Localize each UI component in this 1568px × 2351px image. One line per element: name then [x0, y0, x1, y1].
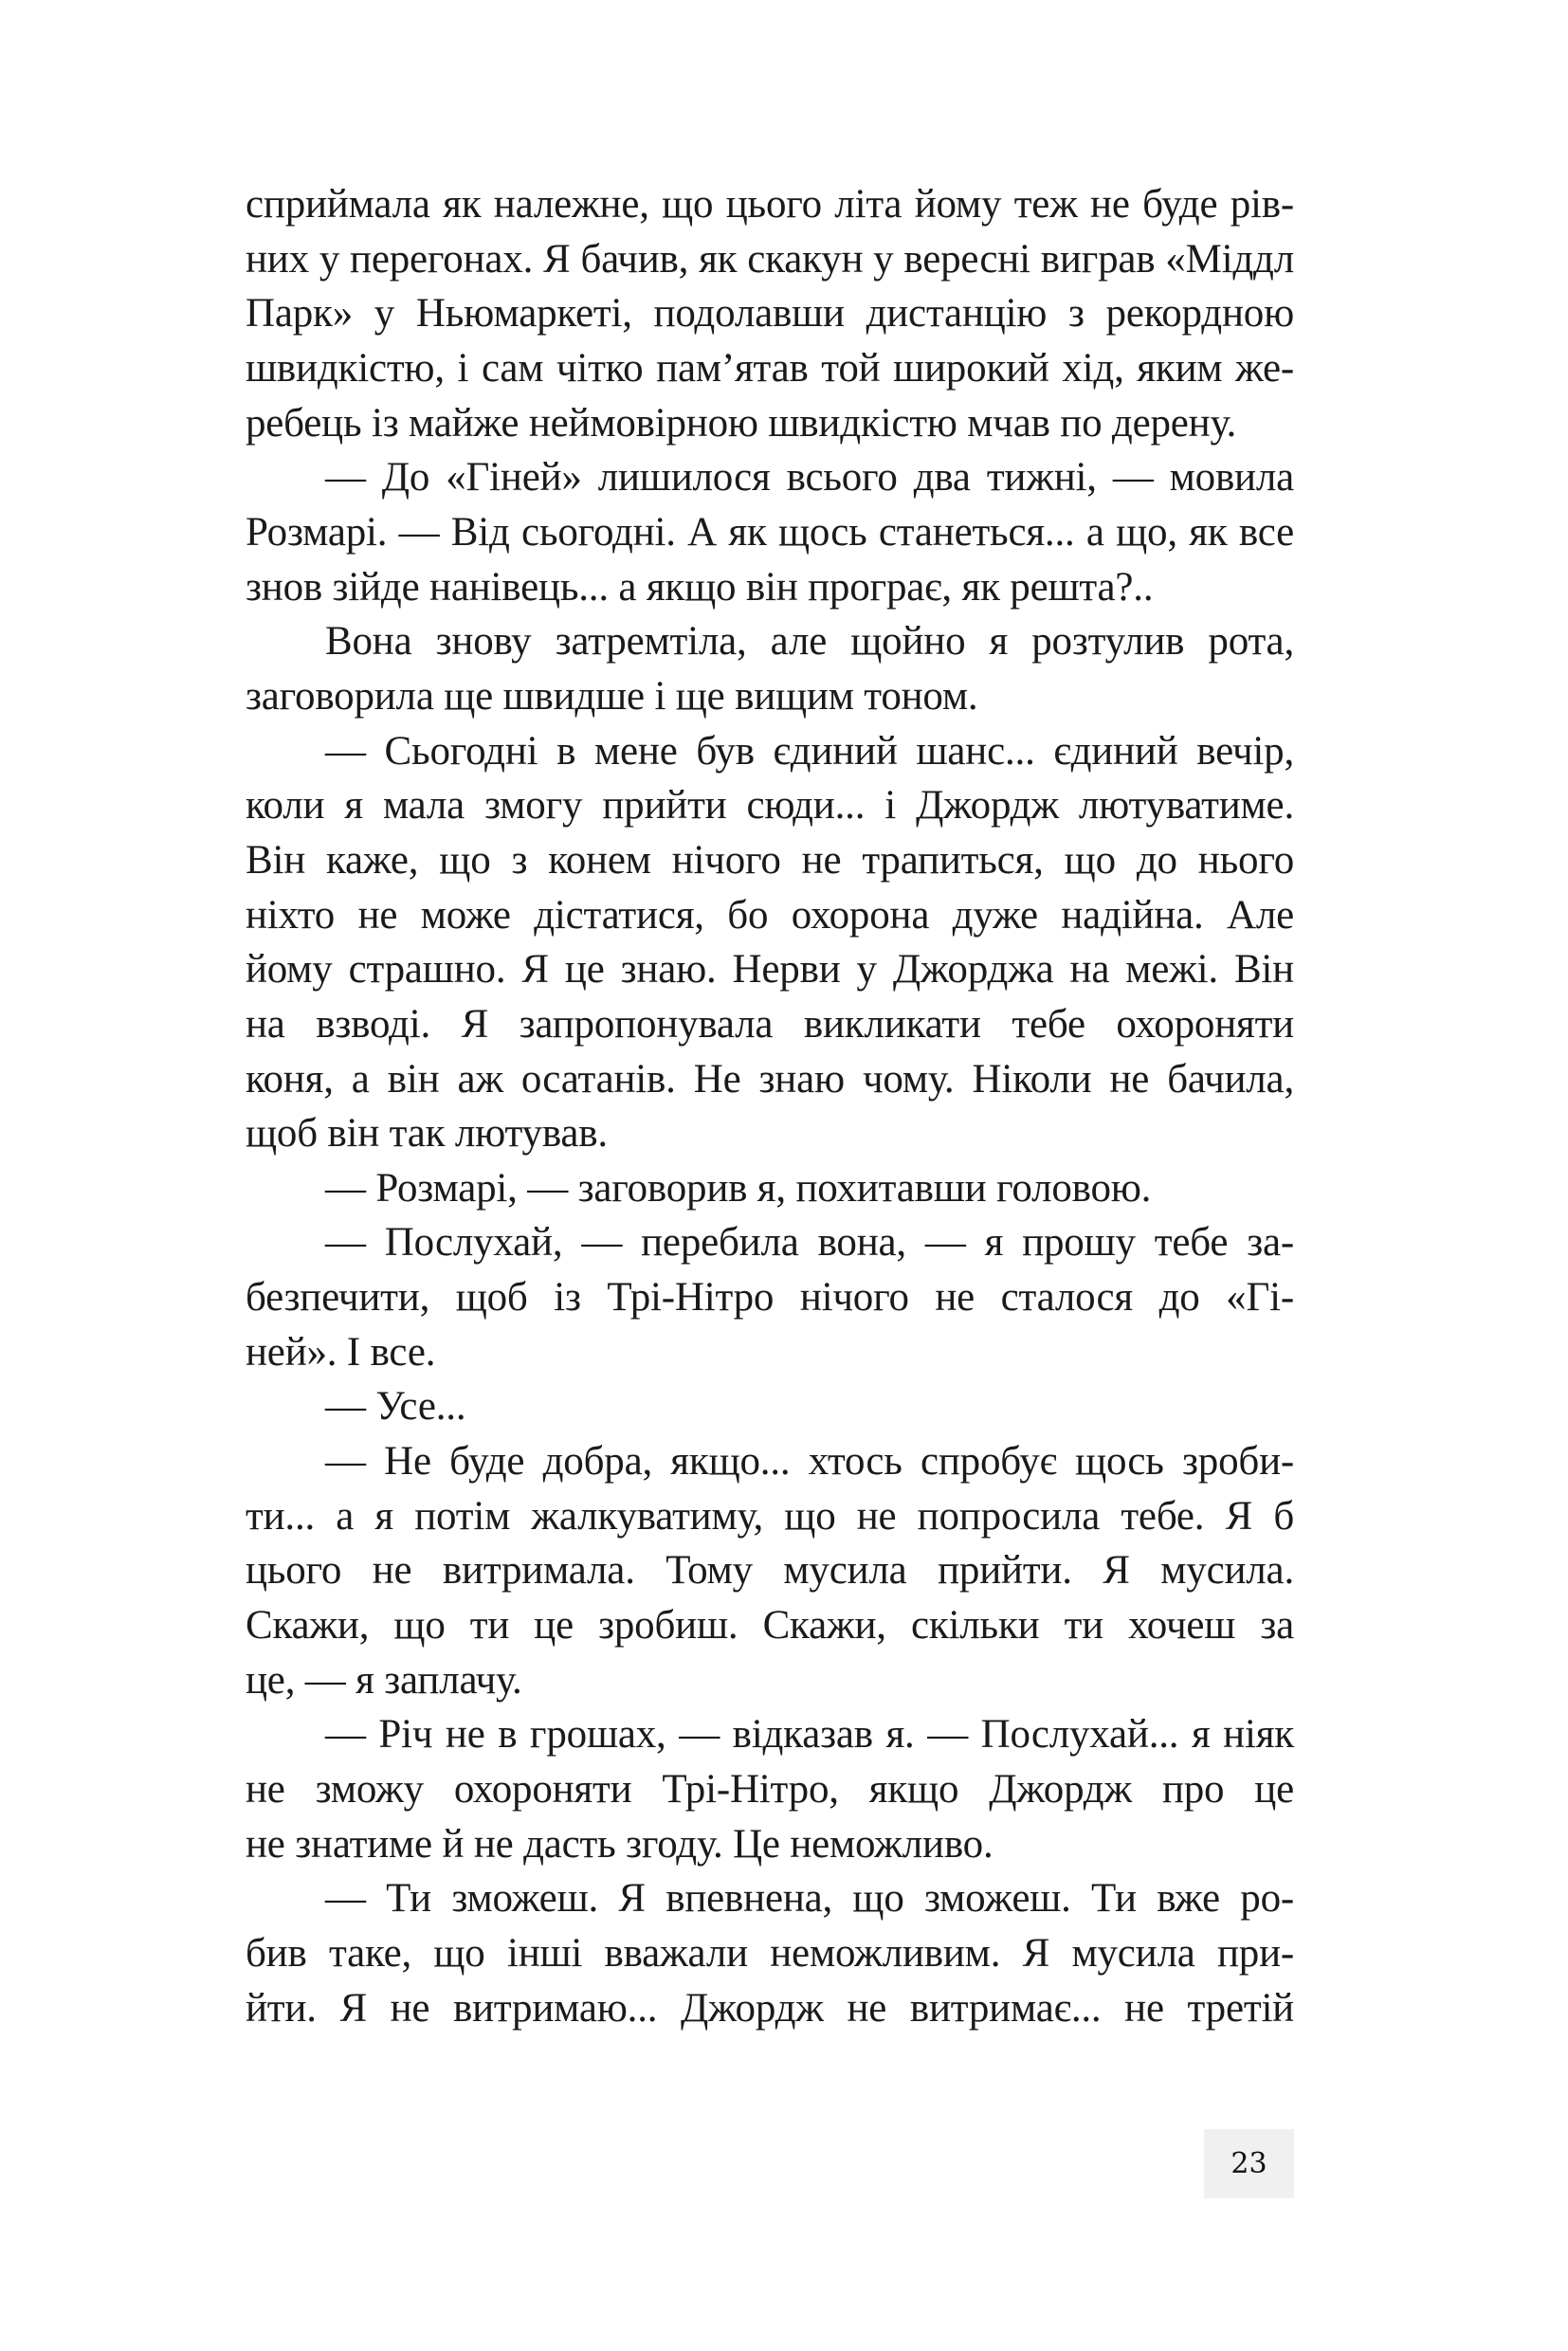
text-line: безпечити, щоб із Трі-Нітро нічого не сталося до «Гі-: [246, 1275, 1294, 1321]
text-line: йому страшно. Я це знаю. Нерви у Джорджа на межі. Він: [246, 947, 1294, 993]
text-line: йти. Я не витримаю... Джордж не витримає... не третій: [246, 1985, 1294, 2031]
text-line: Парк» у Ньюмаркеті, подолавши дистанцію з рекордною: [246, 291, 1294, 337]
text-line: — Послухай, — перебила вона, — я прошу тебе за-: [325, 1220, 1294, 1266]
text-line: — Розмарі, — заговорив я, похитавши головою.: [325, 1165, 1152, 1211]
text-line: коли я мала змогу прийти сюди... і Джордж лютуватиме.: [246, 783, 1294, 829]
text-line: них у перегонах. Я бачив, як скакун у вересні виграв «Міддл: [246, 236, 1294, 282]
text-line: ребець із майже неймовірною швидкістю мчав по дерену.: [246, 400, 1237, 446]
text-line: швидкістю, і сам чітко пам’ятав той широкий хід, яким же-: [246, 345, 1294, 391]
text-line: ней». І все.: [246, 1329, 436, 1375]
text-line: — До «Гіней» лишилося всього два тижні, — мовила: [325, 455, 1294, 501]
text-line: щоб він так лютував.: [246, 1111, 608, 1157]
text-line: ніхто не може дістатися, бо охорона дуже надійна. Але: [246, 892, 1294, 938]
text-line: — Сьогодні в мене був єдиний шанс... єдиний вечір,: [325, 728, 1294, 774]
text-line: не зможу охороняти Трі-Нітро, якщо Джордж про це: [246, 1767, 1294, 1813]
text-line: ти... а я потім жалкуватиму, що не попросила тебе. Я б: [246, 1493, 1294, 1539]
text-line: заговорила ще швидше і ще вищим тоном.: [246, 673, 978, 719]
text-line: Він каже, що з конем нічого не трапиться, що до нього: [246, 837, 1294, 883]
text-line: — Річ не в грошах, — відказав я. — Послухай... я ніяк: [325, 1712, 1294, 1758]
text-line: Скажи, що ти це зробиш. Скажи, скільки ти хочеш за: [246, 1603, 1294, 1649]
text-line: цього не витримала. Тому мусила прийти. Я мусила.: [246, 1548, 1294, 1594]
text-line: Вона знову затремтіла, але щойно я розтулив рота,: [325, 619, 1294, 665]
text-line: знов зійде нанівець... а якщо він програє, як решта?..: [246, 564, 1154, 610]
text-line: це, — я заплачу.: [246, 1657, 522, 1703]
body-text: [246, 177, 1294, 2035]
text-line: — Усе...: [325, 1384, 466, 1430]
text-line: — Не буде добра, якщо... хтось спробує щось зроби-: [325, 1439, 1294, 1485]
text-line: сприймала як належне, що цього літа йому теж не буде рів-: [246, 182, 1294, 227]
text-line: не знатиме й не дасть згоду. Це неможливо.: [246, 1821, 994, 1867]
text-line: — Ти зможеш. Я впевнена, що зможеш. Ти вже ро-: [325, 1876, 1294, 1922]
text-line: коня, а він аж осатанів. Не знаю чому. Ніколи не бачила,: [246, 1056, 1294, 1102]
text-line: бив таке, що інші вважали неможливим. Я мусила при-: [246, 1931, 1294, 1976]
text-line: на взводі. Я запропонувала викликати тебе охороняти: [246, 1001, 1294, 1047]
text-line: Розмарі. — Від сьогодні. А як щось станеться... а що, як все: [246, 509, 1294, 555]
page-number: 23: [1204, 2129, 1294, 2198]
